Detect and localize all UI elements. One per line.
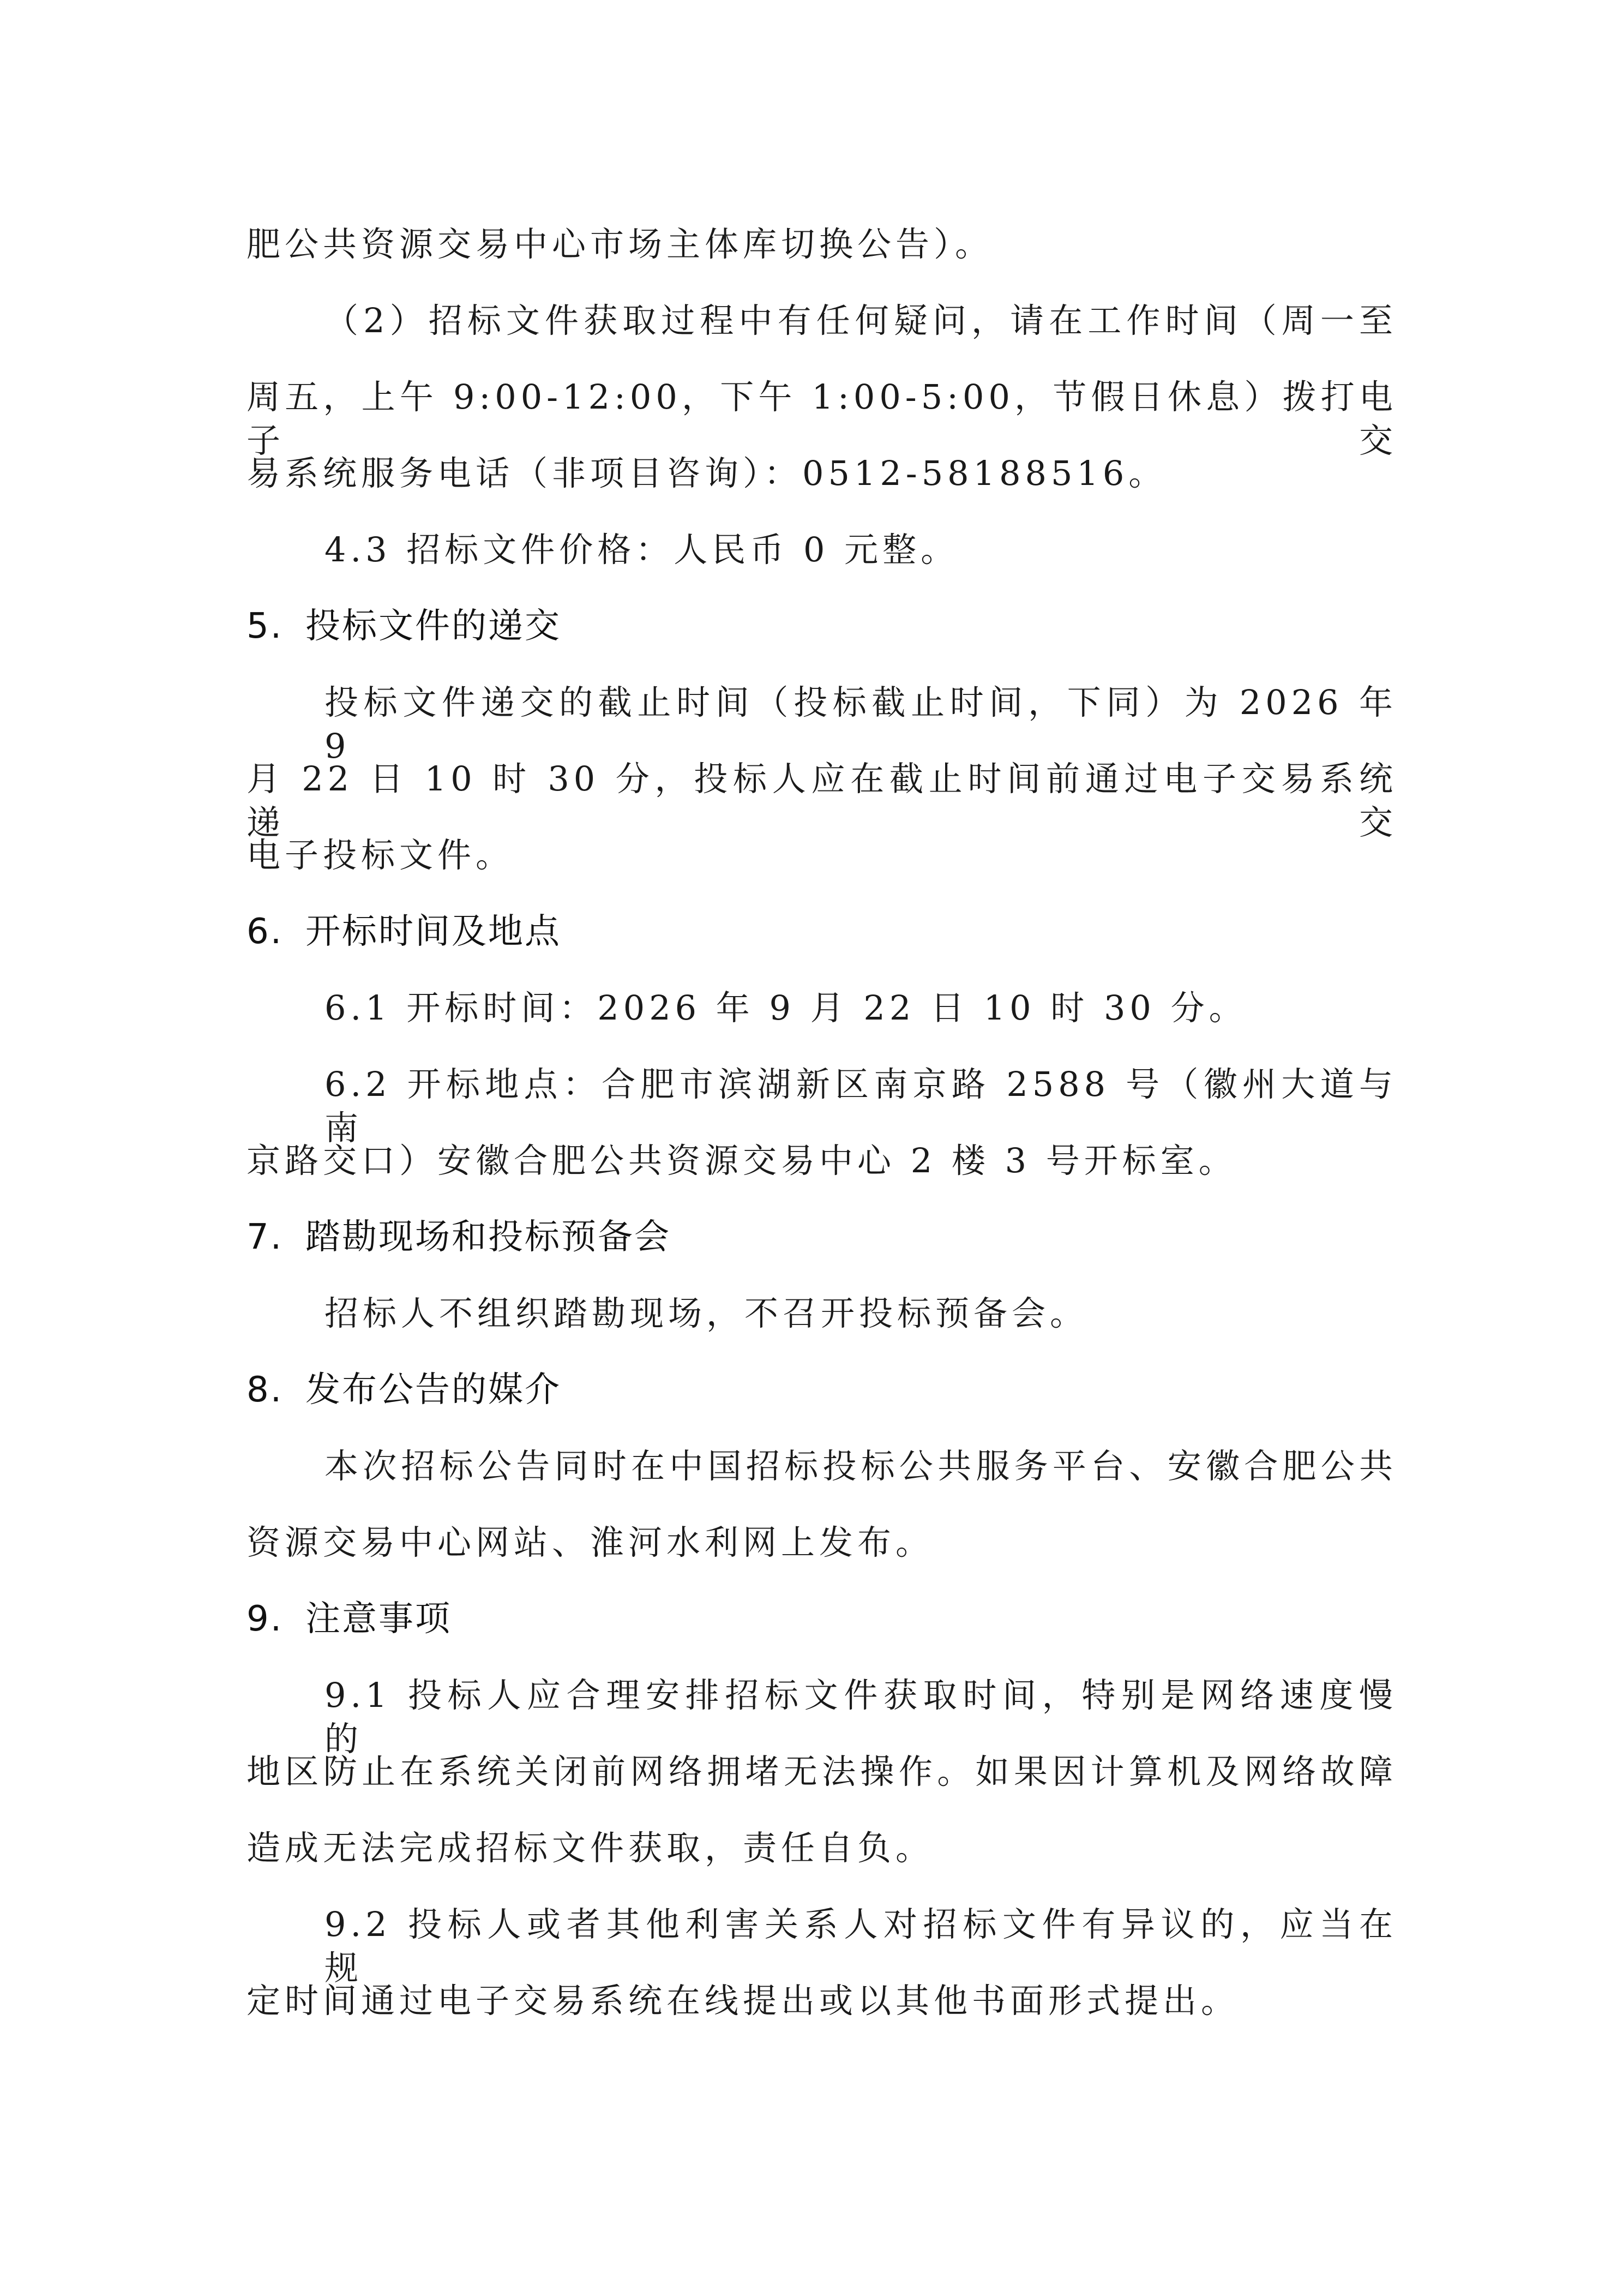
section-number: 6. <box>247 912 284 952</box>
body-line: 肥公共资源交易中心市场主体库切换公告）。 <box>247 224 994 264</box>
section-heading-8 <box>247 1368 561 1412</box>
body-line: 投标文件递交的截止时间（投标截止时间，下同）为 2026 年 9 <box>324 682 1397 766</box>
section-title: 投标文件的递交 <box>305 606 561 646</box>
body-line: 9.2 投标人或者其他利害关系人对招标文件有异议的，应当在规 <box>324 1904 1397 1988</box>
body-line: 本次招标公告同时在中国招标投标公共服务平台、安徽合肥公共 <box>324 1446 1397 1486</box>
body-line: 周五，上午 9:00-12:00，下午 1:00-5:00，节假日休息）拨打电子交 <box>247 377 1397 460</box>
body-line: 月 22 日 10 时 30 分，投标人应在截止时间前通过电子交易系统递交 <box>247 759 1397 842</box>
body-line: 地区防止在系统关闭前网络拥堵无法操作。如果因计算机及网络故障 <box>247 1752 1397 1791</box>
section-number: 9. <box>247 1599 284 1639</box>
body-line: （2）招标文件获取过程中有任何疑问，请在工作时间（周一至 <box>324 301 1397 340</box>
body-line: 4.3 招标文件价格：人民币 0 元整。 <box>324 530 959 569</box>
body-line: 造成无法完成招标文件获取，责任自负。 <box>247 1828 934 1868</box>
body-line: 易系统服务电话（非项目咨询）：0512-58188516。 <box>247 453 1167 493</box>
body-line: 电子投标文件。 <box>247 835 514 875</box>
section-title: 发布公告的媒介 <box>305 1370 561 1410</box>
body-line: 资源交易中心网站、淮河水利网上发布。 <box>247 1522 934 1562</box>
section-heading-7 <box>247 1215 671 1259</box>
body-line: 定时间通过电子交易系统在线提出或以其他书面形式提出。 <box>247 1981 1240 2021</box>
body-line: 6.1 开标时间：2026 年 9 月 22 日 10 时 30 分。 <box>324 988 1247 1028</box>
body-line: 6.2 开标地点：合肥市滨湖新区南京路 2588 号（徽州大道与南 <box>324 1064 1397 1148</box>
section-heading-9 <box>247 1597 452 1641</box>
section-number: 5. <box>247 606 284 646</box>
section-title: 注意事项 <box>305 1599 452 1639</box>
section-number: 8. <box>247 1370 284 1410</box>
section-heading-6 <box>247 910 561 954</box>
body-line: 9.1 投标人应合理安排招标文件获取时间，特别是网络速度慢的 <box>324 1675 1397 1759</box>
section-title: 开标时间及地点 <box>305 912 561 952</box>
section-heading-5 <box>247 604 561 648</box>
body-line: 京路交口）安徽合肥公共资源交易中心 2 楼 3 号开标室。 <box>247 1141 1237 1180</box>
section-title: 踏勘现场和投标预备会 <box>305 1217 671 1257</box>
section-number: 7. <box>247 1217 284 1257</box>
body-line: 招标人不组织踏勘现场，不召开投标预备会。 <box>324 1293 1089 1333</box>
